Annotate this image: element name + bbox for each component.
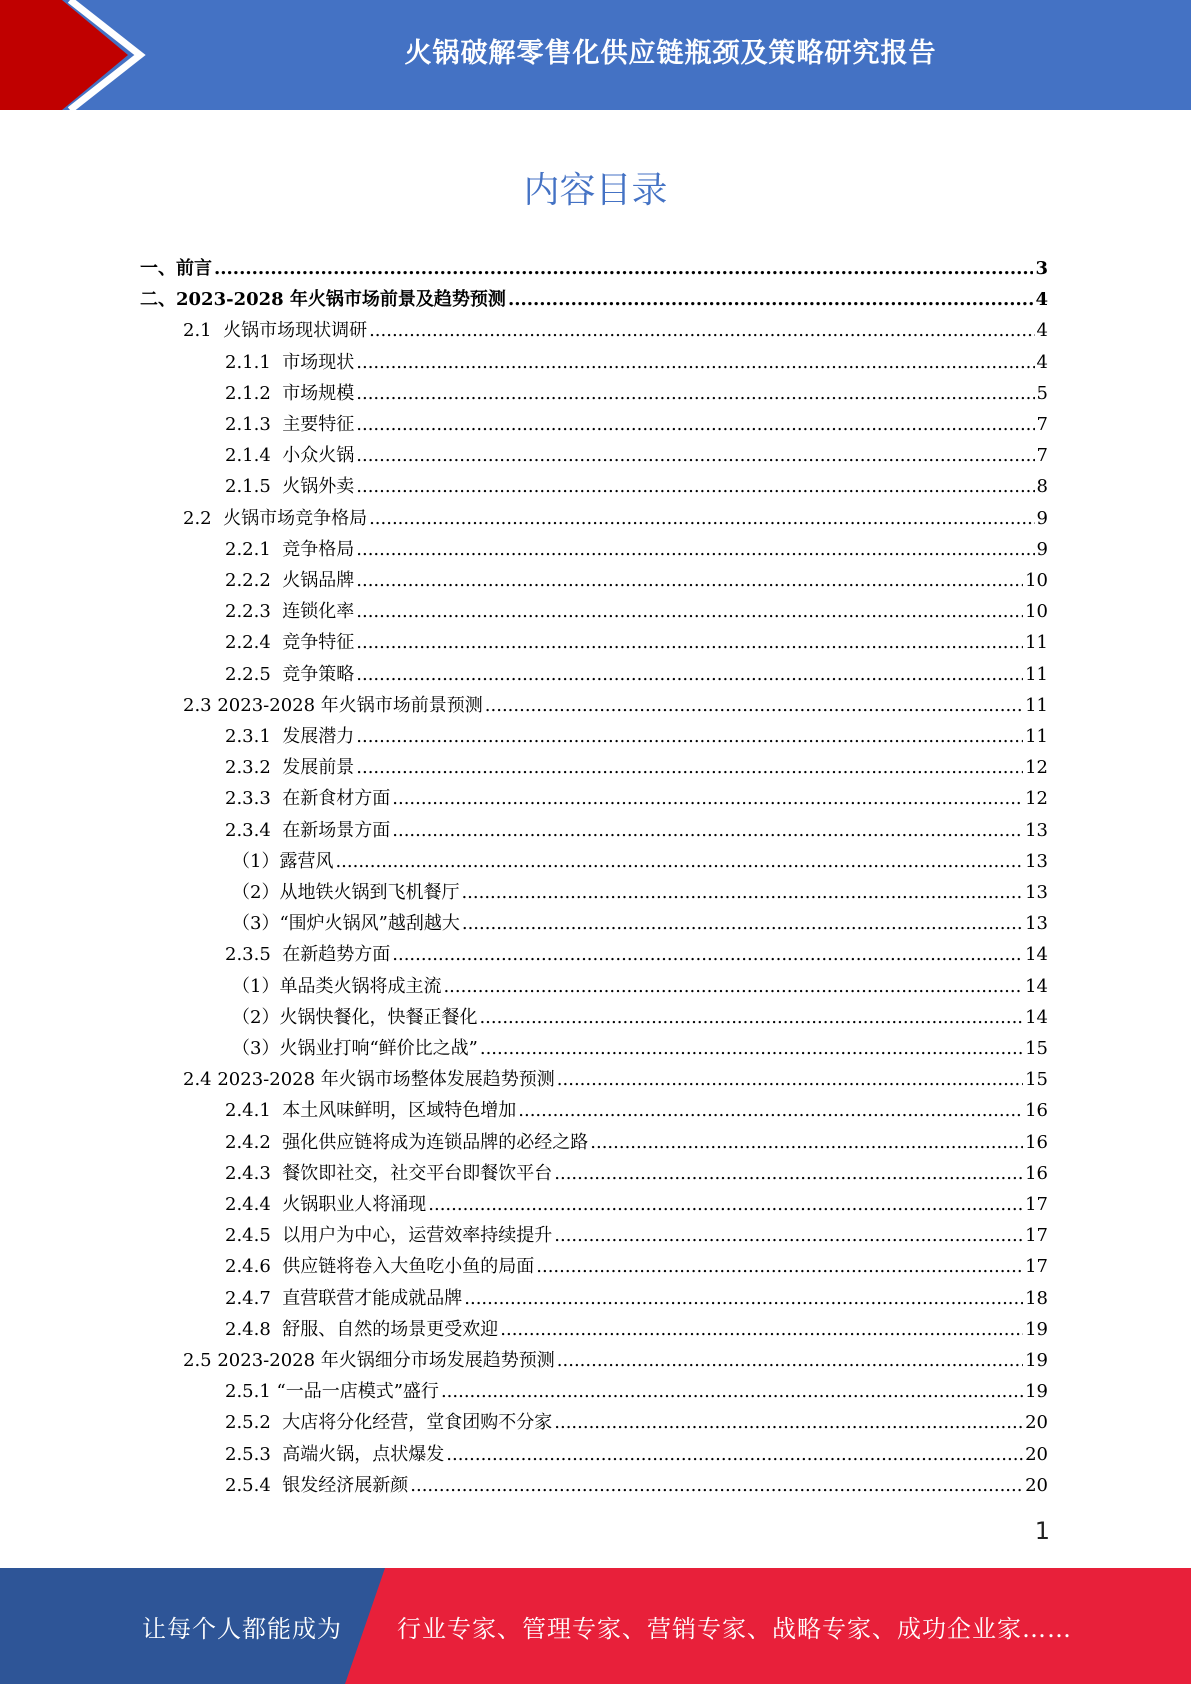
toc-entry[interactable] <box>225 471 1048 502</box>
toc-entry-title: 2.5.1 “一品一店模式”盛行 <box>225 1381 439 1403</box>
toc-entry-title: 2.4.6 供应链将卷入大鱼吃小鱼的局面 <box>225 1256 535 1278</box>
toc-entry-title: 2.5.4 银发经济展新颜 <box>225 1474 409 1496</box>
toc-dot-leader <box>214 253 1033 284</box>
toc-dot-leader <box>356 565 1023 596</box>
toc-entry-title: 2.4.2 强化供应链将成为连锁品牌的必经之路 <box>225 1131 589 1153</box>
toc-dot-leader <box>356 596 1023 627</box>
toc-entry-page: 16 <box>1025 1131 1048 1153</box>
toc-entry-title: 2.3.4 在新场景方面 <box>225 819 391 841</box>
toc-entry-page: 19 <box>1025 1318 1048 1340</box>
toc-entry-page: 12 <box>1025 757 1048 779</box>
toc-entry-title: 2.4.5 以用户为中心，运营效率持续提升 <box>225 1225 553 1247</box>
toc-entry-title: （3）“围炉火锅风”越刮越大 <box>232 913 460 935</box>
toc-entry[interactable] <box>225 1283 1048 1314</box>
toc-entry-page: 17 <box>1025 1194 1048 1215</box>
toc-entry[interactable] <box>225 534 1048 565</box>
toc-entry-page: 13 <box>1025 882 1048 903</box>
toc-entry[interactable] <box>225 627 1048 658</box>
toc-entry-page: 13 <box>1025 913 1048 935</box>
toc-dot-leader <box>392 939 1023 970</box>
toc-dot-leader <box>480 1033 1023 1064</box>
toc-entry-page: 14 <box>1025 975 1048 997</box>
toc-entry-title: 2.1 火锅市场现状调研 <box>183 320 368 342</box>
toc-entry[interactable] <box>140 253 1048 284</box>
toc-entry-title: 2.1.5 火锅外卖 <box>225 476 355 498</box>
toc-dot-leader <box>356 409 1034 440</box>
toc-entry[interactable] <box>183 690 1048 721</box>
toc-entry[interactable] <box>225 1439 1048 1470</box>
toc-entry-page: 15 <box>1025 1038 1048 1059</box>
toc-entry-page: 14 <box>1025 944 1048 966</box>
toc-entry[interactable] <box>225 752 1048 783</box>
toc-dot-leader <box>518 1095 1023 1126</box>
toc-dot-leader <box>428 1189 1023 1220</box>
toc-entry-title: 2.5.2 大店将分化经营，堂食团购不分家 <box>225 1412 553 1434</box>
toc-entry-page: 17 <box>1025 1256 1048 1278</box>
toc-dot-leader <box>356 440 1034 471</box>
toc-entry-page: 15 <box>1025 1069 1048 1091</box>
toc-entry-page: 3 <box>1035 258 1048 279</box>
toc-dot-leader <box>536 1251 1023 1282</box>
toc-entry[interactable] <box>225 1314 1048 1345</box>
toc-entry-title: 2.2.1 竞争格局 <box>225 538 355 560</box>
toc-dot-leader <box>356 471 1034 502</box>
toc-dot-leader <box>464 1283 1023 1314</box>
toc-dot-leader <box>461 877 1023 908</box>
toc-entry-title: 2.3.2 发展前景 <box>225 757 355 779</box>
toc-entry-title: 2.2.4 竞争特征 <box>225 632 355 654</box>
toc-dot-leader <box>356 534 1034 565</box>
toc-entry-page: 7 <box>1036 414 1048 435</box>
toc-entry-page: 4 <box>1036 320 1048 342</box>
toc-entry-title: （1）露营风 <box>232 850 334 872</box>
toc-entry[interactable] <box>225 659 1048 690</box>
toc-entry-title: 2.4 2023-2028 年火锅市场整体发展趋势预测 <box>183 1069 555 1091</box>
toc-entry[interactable] <box>225 783 1048 814</box>
toc-entry-title: 2.5 2023-2028 年火锅细分市场发展趋势预测 <box>183 1350 555 1371</box>
toc-dot-leader <box>557 1345 1023 1376</box>
toc-entry[interactable] <box>225 596 1048 627</box>
toc-entry[interactable] <box>225 721 1048 752</box>
toc-entry-page: 8 <box>1036 476 1048 498</box>
toc-entry-page: 20 <box>1025 1474 1048 1496</box>
toc-entry-title: 2.5.3 高端火锅，点状爆发 <box>225 1443 445 1465</box>
toc-dot-leader <box>500 1314 1023 1345</box>
toc-heading: 内容目录 <box>523 170 668 211</box>
footer-slogan-right: 行业专家、管理专家、营销专家、战略专家、成功企业家…… <box>397 1614 1072 1643</box>
toc-entry-title: 一、前言 <box>140 258 212 279</box>
toc-entry[interactable] <box>225 347 1048 378</box>
toc-entry-title: 2.1.4 小众火锅 <box>225 445 355 467</box>
report-title: 火锅破解零售化供应链瓶颈及策略研究报告 <box>404 37 937 69</box>
toc-entry-page: 9 <box>1036 538 1048 560</box>
toc-entry-page: 16 <box>1025 1162 1048 1184</box>
toc-entry-page: 14 <box>1025 1006 1048 1028</box>
toc-entry-page: 7 <box>1036 445 1048 467</box>
toc-entry-title: 2.2 火锅市场竞争格局 <box>183 507 368 529</box>
toc-entry-page: 4 <box>1035 289 1048 311</box>
toc-dot-leader <box>557 1064 1023 1095</box>
toc-entry[interactable] <box>232 1033 1048 1064</box>
toc-entry-title: 2.3.3 在新食材方面 <box>225 788 391 810</box>
toc-entry[interactable] <box>225 409 1048 440</box>
toc-entry[interactable] <box>232 971 1048 1002</box>
toc-entry[interactable] <box>225 1189 1048 1220</box>
toc-dot-leader <box>369 503 1034 534</box>
toc-dot-leader <box>485 690 1023 721</box>
toc-entry-page: 11 <box>1025 663 1048 685</box>
toc-entry[interactable] <box>225 1376 1048 1407</box>
toc-entry[interactable] <box>225 939 1048 970</box>
toc-entry-page: 16 <box>1025 1100 1048 1122</box>
toc-entry[interactable] <box>225 1251 1048 1282</box>
toc-dot-leader <box>392 783 1023 814</box>
toc-entry[interactable] <box>225 1407 1048 1438</box>
toc-entry[interactable] <box>232 877 1048 908</box>
toc-entry[interactable] <box>232 846 1048 877</box>
toc-dot-leader <box>554 1407 1023 1438</box>
toc-entry-page: 20 <box>1025 1412 1048 1434</box>
toc-dot-leader <box>441 1376 1023 1407</box>
toc-entry-title: （2）火锅快餐化，快餐正餐化 <box>232 1006 478 1028</box>
toc-entry-title: 2.2.2 火锅品牌 <box>225 570 355 591</box>
toc-entry-page: 20 <box>1025 1443 1048 1465</box>
toc-entry-title: 2.2.3 连锁化率 <box>225 601 355 623</box>
toc-dot-leader <box>410 1470 1023 1501</box>
toc-entry-page: 5 <box>1036 382 1048 404</box>
toc-entry[interactable] <box>225 440 1048 471</box>
toc-entry-page: 19 <box>1025 1381 1048 1403</box>
toc-entry-page: 13 <box>1025 819 1048 841</box>
toc-entry-title: （1）单品类火锅将成主流 <box>232 975 442 997</box>
toc-entry-title: 2.1.1 市场现状 <box>225 351 355 373</box>
toc-dot-leader <box>443 971 1023 1002</box>
toc-entry[interactable] <box>225 1158 1048 1189</box>
toc-entry[interactable] <box>183 503 1048 534</box>
toc-dot-leader <box>356 752 1023 783</box>
toc-entry[interactable] <box>225 378 1048 409</box>
toc-entry-title: 2.3.5 在新趋势方面 <box>225 944 391 966</box>
toc-entry[interactable] <box>140 284 1048 315</box>
toc-entry-page: 10 <box>1025 570 1048 591</box>
toc-entry-title: （3）火锅业打响“鲜价比之战” <box>232 1038 478 1059</box>
toc-entry-page: 9 <box>1036 507 1048 529</box>
page-number: 1 <box>1034 1517 1050 1545</box>
toc-entry[interactable] <box>225 1095 1048 1126</box>
page-header <box>0 0 1191 110</box>
toc-entry[interactable] <box>183 315 1048 346</box>
toc-dot-leader <box>462 908 1023 939</box>
toc-entry-title: 二、2023-2028 年火锅市场前景及趋势预测 <box>140 289 506 311</box>
toc-entry-title: 2.1.2 市场规模 <box>225 382 355 404</box>
toc-dot-leader <box>356 721 1023 752</box>
toc-entry-title: 2.3.1 发展潜力 <box>225 726 355 747</box>
toc-entry-title: 2.4.1 本土风味鲜明，区域特色增加 <box>225 1100 517 1122</box>
toc-entry-title: 2.4.3 餐饮即社交，社交平台即餐饮平台 <box>225 1162 553 1184</box>
page-footer <box>0 1568 1191 1684</box>
toc-entry[interactable] <box>183 1345 1048 1376</box>
toc-entry-page: 13 <box>1025 850 1048 872</box>
toc-dot-leader <box>590 1127 1023 1158</box>
toc-entry-page: 12 <box>1025 788 1048 810</box>
toc-dot-leader <box>335 846 1023 877</box>
toc-entry-page: 11 <box>1025 694 1048 716</box>
toc-entry[interactable] <box>183 1064 1048 1095</box>
toc-dot-leader <box>356 378 1034 409</box>
toc-dot-leader <box>479 1002 1023 1033</box>
toc-entry-title: 2.2.5 竞争策略 <box>225 663 355 685</box>
toc-entry-title: 2.4.4 火锅职业人将涌现 <box>225 1194 427 1215</box>
toc-entry-title: 2.1.3 主要特征 <box>225 414 355 435</box>
toc-dot-leader <box>554 1220 1023 1251</box>
toc-entry-page: 19 <box>1025 1350 1048 1371</box>
toc-entry-title: 2.4.7 直营联营才能成就品牌 <box>225 1287 463 1309</box>
toc-dot-leader <box>392 815 1023 846</box>
toc-dot-leader <box>356 347 1034 378</box>
toc-entry-page: 17 <box>1025 1225 1048 1247</box>
toc-entry[interactable] <box>225 1220 1048 1251</box>
toc-dot-leader <box>554 1158 1023 1189</box>
toc-entry[interactable] <box>232 1002 1048 1033</box>
toc-entry[interactable] <box>225 1470 1048 1501</box>
toc-entry-page: 4 <box>1036 351 1048 373</box>
toc-entry-page: 11 <box>1025 632 1048 654</box>
toc-entry[interactable] <box>232 908 1048 939</box>
toc-entry[interactable] <box>225 815 1048 846</box>
toc-entry-page: 18 <box>1025 1287 1048 1309</box>
toc-dot-leader <box>369 315 1034 346</box>
toc-dot-leader <box>446 1439 1023 1470</box>
footer-slogan-left: 让每个人都能成为 <box>142 1614 342 1643</box>
toc-entry-page: 11 <box>1025 726 1048 747</box>
toc-entry-title: 2.3 2023-2028 年火锅市场前景预测 <box>183 694 483 716</box>
toc-entry-page: 10 <box>1025 601 1048 623</box>
toc-entry-title: 2.4.8 舒服、自然的场景更受欢迎 <box>225 1318 499 1340</box>
toc-entry-title: （2）从地铁火锅到飞机餐厅 <box>232 882 460 903</box>
toc-dot-leader <box>356 659 1023 690</box>
toc-dot-leader <box>356 627 1023 658</box>
toc-dot-leader <box>508 284 1034 315</box>
toc-entry[interactable] <box>225 565 1048 596</box>
toc-entry[interactable] <box>225 1127 1048 1158</box>
